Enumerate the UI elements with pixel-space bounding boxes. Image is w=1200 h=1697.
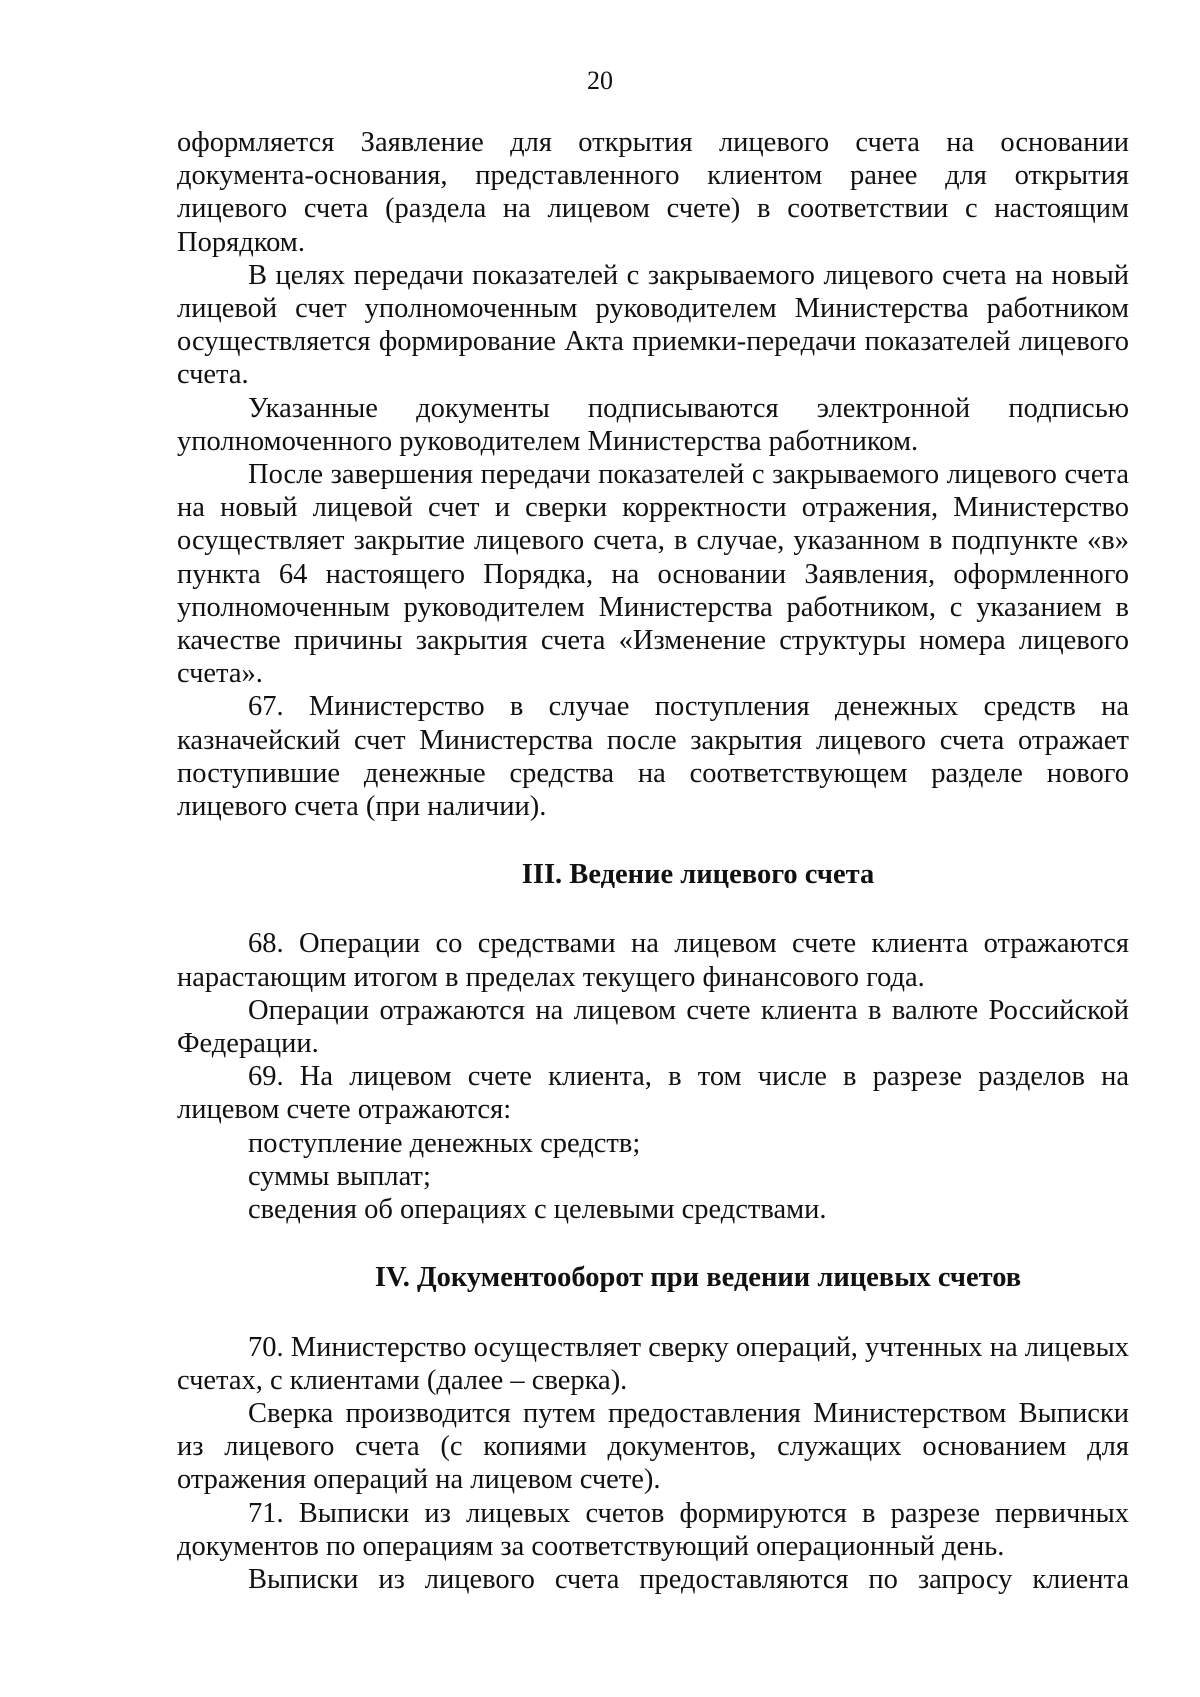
page-number: 20 [587,66,613,95]
paragraph-70: 70. Министерство осуществляет сверку операций, учтенных на лицевых счетах, с клиентами (далее – сверка). [177,1331,1129,1396]
document-body [177,126,1129,1596]
list-item: поступление денежных средств; [248,1127,641,1159]
list-item: суммы выплат; [248,1160,431,1192]
paragraph-currency: Операции отражаются на лицевом счете клиента в валюте Российской Федерации. [177,994,1129,1060]
section-4-heading: IV. Документооборот при ведении лицевых счетов [374,1262,1022,1294]
paragraph-71: 71. Выписки из лицевых счетов формируются в разрезе первичных документов по операциям за соответствующий операционный день. [177,1497,1129,1562]
paragraph-68: 68. Операции со средствами на лицевом счете клиента отражаются нарастающим итогом в пределах текущего финансового года. [177,928,1129,993]
paragraph-reconciliation: Сверка производится путем предоставления Министерством Выписки из лицевого счета (с копиями документов, служащих основанием для отражения операций на лицевом счете). [177,1397,1129,1496]
paragraph-67: 67. Министерство в случае поступления денежных средств на казначейский счет Министерства после закрытия лицевого счета отражает поступившие денежные средства на соответствующем разделе нового лицевого счета (при наличии). [177,691,1129,823]
paragraph-signature: Указанные документы подписываются электронной подписью уполномоченного руководителем Министерства работником. [177,392,1129,457]
section-3-heading: III. Ведение лицевого счета [521,859,875,891]
list-item: сведения об операциях с целевыми средствами. [248,1194,827,1226]
paragraph-transfer-act: В целях передачи показателей с закрываемого лицевого счета на новый лицевой счет уполномоченным руководителем Министерства работником осуществляется формирование Акта приемки-передачи показателей лицевого счета. [177,259,1129,391]
paragraph-continuation: оформляется Заявление для открытия лицевого счета на основании документа-основания, представленного клиентом ранее для открытия лицевого счета (раздела на лицевом счете) в соответствии с настоящим Порядком. [177,127,1129,258]
paragraph-account-closing: После завершения передачи показателей с закрываемого лицевого счета на новый лицевой счет и сверки корректности отражения, Министерство осуществляет закрытие лицевого счета, в случае, указанном в подпункте «в» пункта 64 настоящего Порядка, на основании Заявления, оформленного уполномоченным руководителем Министерства работником, с указанием в качестве причины закрытия счета «Изменение структуры номера лицевого счета». [177,459,1129,690]
paragraph-69: 69. На лицевом счете клиента, в том числе в разрезе разделов на лицевом счете отражаются: [177,1061,1129,1126]
paragraph-statements-request: Выписки из лицевого счета предоставляются по запросу клиента [248,1563,1129,1595]
